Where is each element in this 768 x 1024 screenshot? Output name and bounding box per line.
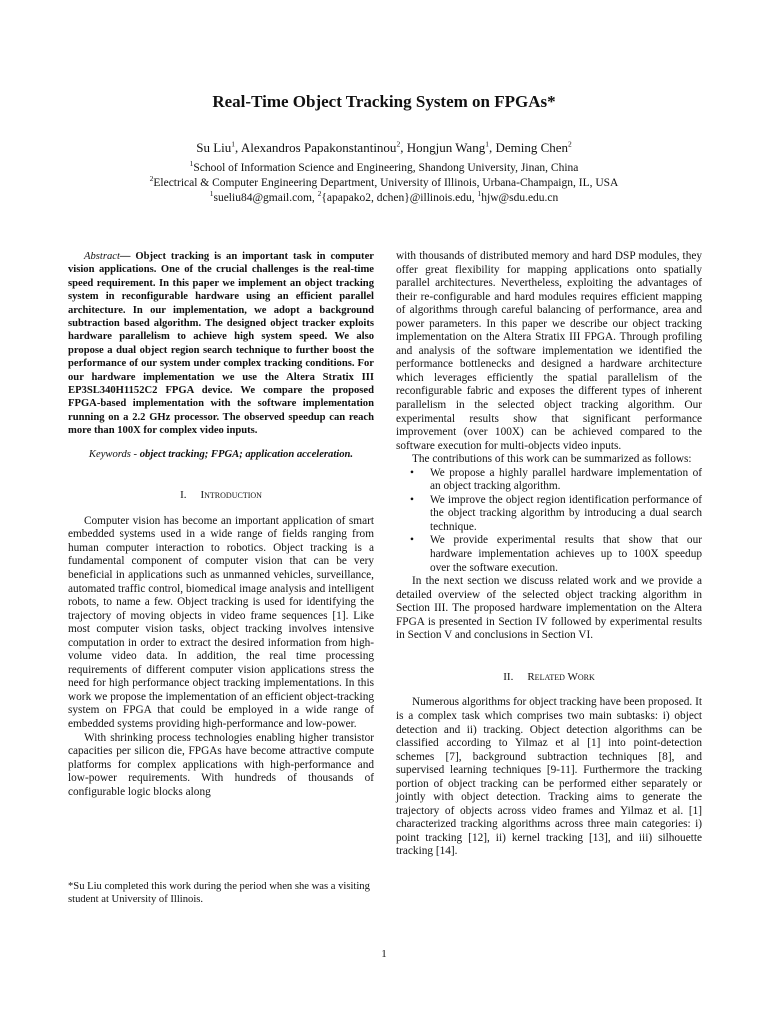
affiliation-1: [0, 161, 768, 175]
abstract-dash: —: [119, 251, 136, 262]
author-affil-mark: 2: [396, 139, 401, 149]
left-column: [68, 250, 374, 799]
section-heading-introduction: [68, 489, 374, 503]
email-text: {apapako2, dchen}@illinois.edu,: [321, 192, 478, 204]
email-text: sueliu84@gmail.com,: [213, 192, 318, 204]
affiliation-2: [0, 176, 768, 190]
author-list: Su Liu$^1$, Alexandros Papakonstantinou$^2$, Hongjun Wang$^1$, Deming Chen$^2$: [196, 139, 572, 155]
section-title: Introduction: [200, 489, 262, 502]
paragraph: Numerous algorithms for object tracking have been proposed. It is a complex task which comprises two main subtasks: i) object detection and ii) tracking. Object detection algorithms can be classified according to Yilmaz et al [1] into point-detection schemes [7], background subtraction techniques [8], and supervised learning techniques [9-11]. Furthermore the tracking portion of object tracking can be performed either separately or jointly with object detection. Tracking aims to generate the trajectory of objects across video frames and Yilmaz et al. [1] characterized tracking algorithms across three main categories: i) point tracking [12], ii) kernel tracking [13], and iii) silhouette tracking [14].: [396, 696, 702, 858]
author-affil-mark: 2: [568, 139, 572, 149]
author-name: Deming Chen: [495, 140, 569, 155]
author-affil-mark: 1: [231, 139, 236, 149]
author-name: Su Liu: [196, 140, 232, 155]
affil-text: Electrical & Computer Engineering Department, University of Illinois, Urbana-Champaign, IL, USA: [153, 177, 619, 189]
page-number: 1: [381, 948, 387, 960]
author-emails: [0, 191, 768, 205]
abstract-text: Object tracking is an important task in computer vision applications. One of the crucial challenges is the real-time speed requirement. In this paper we implement an object tracking system in reconfigurable hardware using an efficient parallel architecture. In our implementation, we adopt a background subtraction based algorithm. The designed object tracker exploits hardware parallelism to achieve high system speed. We also propose a dual object region search technique to further boost the performance of our system under complex tracking conditions. For our hardware implementation we use the Altera Stratix III EP3SL340H1152C2 FPGA device. We compare the proposed FPGA-based implementation with the software implementation running on a 2.2 GHz processor. The observed speedup can reach more than 100X for complex video inputs.: [68, 251, 374, 437]
affil-text: School of Information Science and Engineering, Shandong University, Jinan, China: [193, 162, 579, 174]
contribution-list: [396, 467, 702, 575]
paragraph: with thousands of distributed memory and hard DSP modules, they offer great flexibility for mapping applications onto spatially parallel architectures. Nevertheless, exploiting the advantages of their re-configurable and hard modules requires efficient mapping of algorithms through careful balancing of performance, area and power parameters. In this paper we describe our object tracking implementation on the Altera Stratix III FPGA. Through profiling and analysis of the software implementation we identified the performance bottlenecks and designed a hardware architecture which leverages efficiently the spatial parallelism of the reconfigurable fabric and exposes the different types of inherent parallelism in the selected object tracking algorithm. Our experimental results show that significant performance improvement (over 100X) can be achieved compared to the software execution for multi-objects video inputs.: [396, 250, 702, 452]
affil-mark: 2: [149, 174, 154, 184]
author-name: Alexandros Papakonstantinou: [240, 140, 397, 155]
author-affil-mark: 1: [485, 139, 489, 149]
section-number: II.: [503, 670, 514, 683]
list-item: • We propose a highly parallel hardware implementation of an object tracking algorithm.: [430, 467, 702, 494]
section-heading-related-work: [396, 671, 702, 685]
list-item: • We improve the object region identification performance of the object tracking algorithm by introducing a dual search technique.: [430, 494, 702, 535]
keywords-text: object tracking; FPGA; application acceleration.: [139, 448, 354, 460]
email-mark: 1: [477, 189, 482, 199]
list-item: • We provide experimental results that show that our hardware implementation achieves up to 100X speedup over the software execution.: [430, 534, 702, 575]
email-text: hjw@sdu.edu.cn: [481, 192, 559, 204]
abstract: [68, 250, 374, 438]
paragraph: In the next section we discuss related work and we provide a detailed overview of the selected object tracking algorithm in Section III. The proposed hardware implementation on the Altera FPGA is presented in Section IV followed by experimental results in Section V and conclusions in Section VI.: [396, 575, 702, 642]
footnote: *Su Liu completed this work during the period when she was a visiting student at University of Illinois.: [68, 881, 370, 905]
author-name: Hongjun Wang: [406, 140, 486, 155]
keywords-label: Keywords -: [88, 448, 140, 460]
section-title: Related Work: [527, 670, 595, 683]
paragraph: Computer vision has become an important application of smart embedded systems used in a wide range of fields ranging from human computer interaction to robotics. Object tracking is a fundamental component of computer vision that can be very beneficial in applications such as unmanned vehicles, surveillance, automated traffic control, biomedical image analysis and intelligent robots, to name a few. Object tracking is used for identifying the trajectory of moving objects in video frame sequences [1]. Like most computer vision tasks, object tracking involves intensive computation in order to extract the desired information from high-volume video data. In addition, the real time processing requirements of different computer vision applications stress the need for high performance object tracking implementations. In this work we propose the implementation of an efficient object-tracking system on FPGA that could be employed in a wide range of embedded systems providing high-performance and low-power.: [68, 514, 374, 730]
right-column: [396, 250, 702, 859]
keywords: [68, 448, 374, 462]
email-mark: 1: [209, 189, 214, 199]
section-number: I.: [180, 489, 187, 502]
email-mark: 2: [317, 189, 322, 199]
abstract-label: Abstract: [84, 251, 120, 262]
paragraph: The contributions of this work can be summarized as follows:: [412, 453, 692, 466]
paper-title: Real-Time Object Tracking System on FPGAs*: [212, 92, 556, 111]
paragraph: With shrinking process technologies enabling higher transistor capacities per silicon die, FPGAs have become attractive compute platforms for complex applications with high-performance and low-power requirements. With hundreds of thousands of configurable logic blocks along: [68, 731, 374, 798]
affil-mark: 1: [189, 159, 194, 169]
